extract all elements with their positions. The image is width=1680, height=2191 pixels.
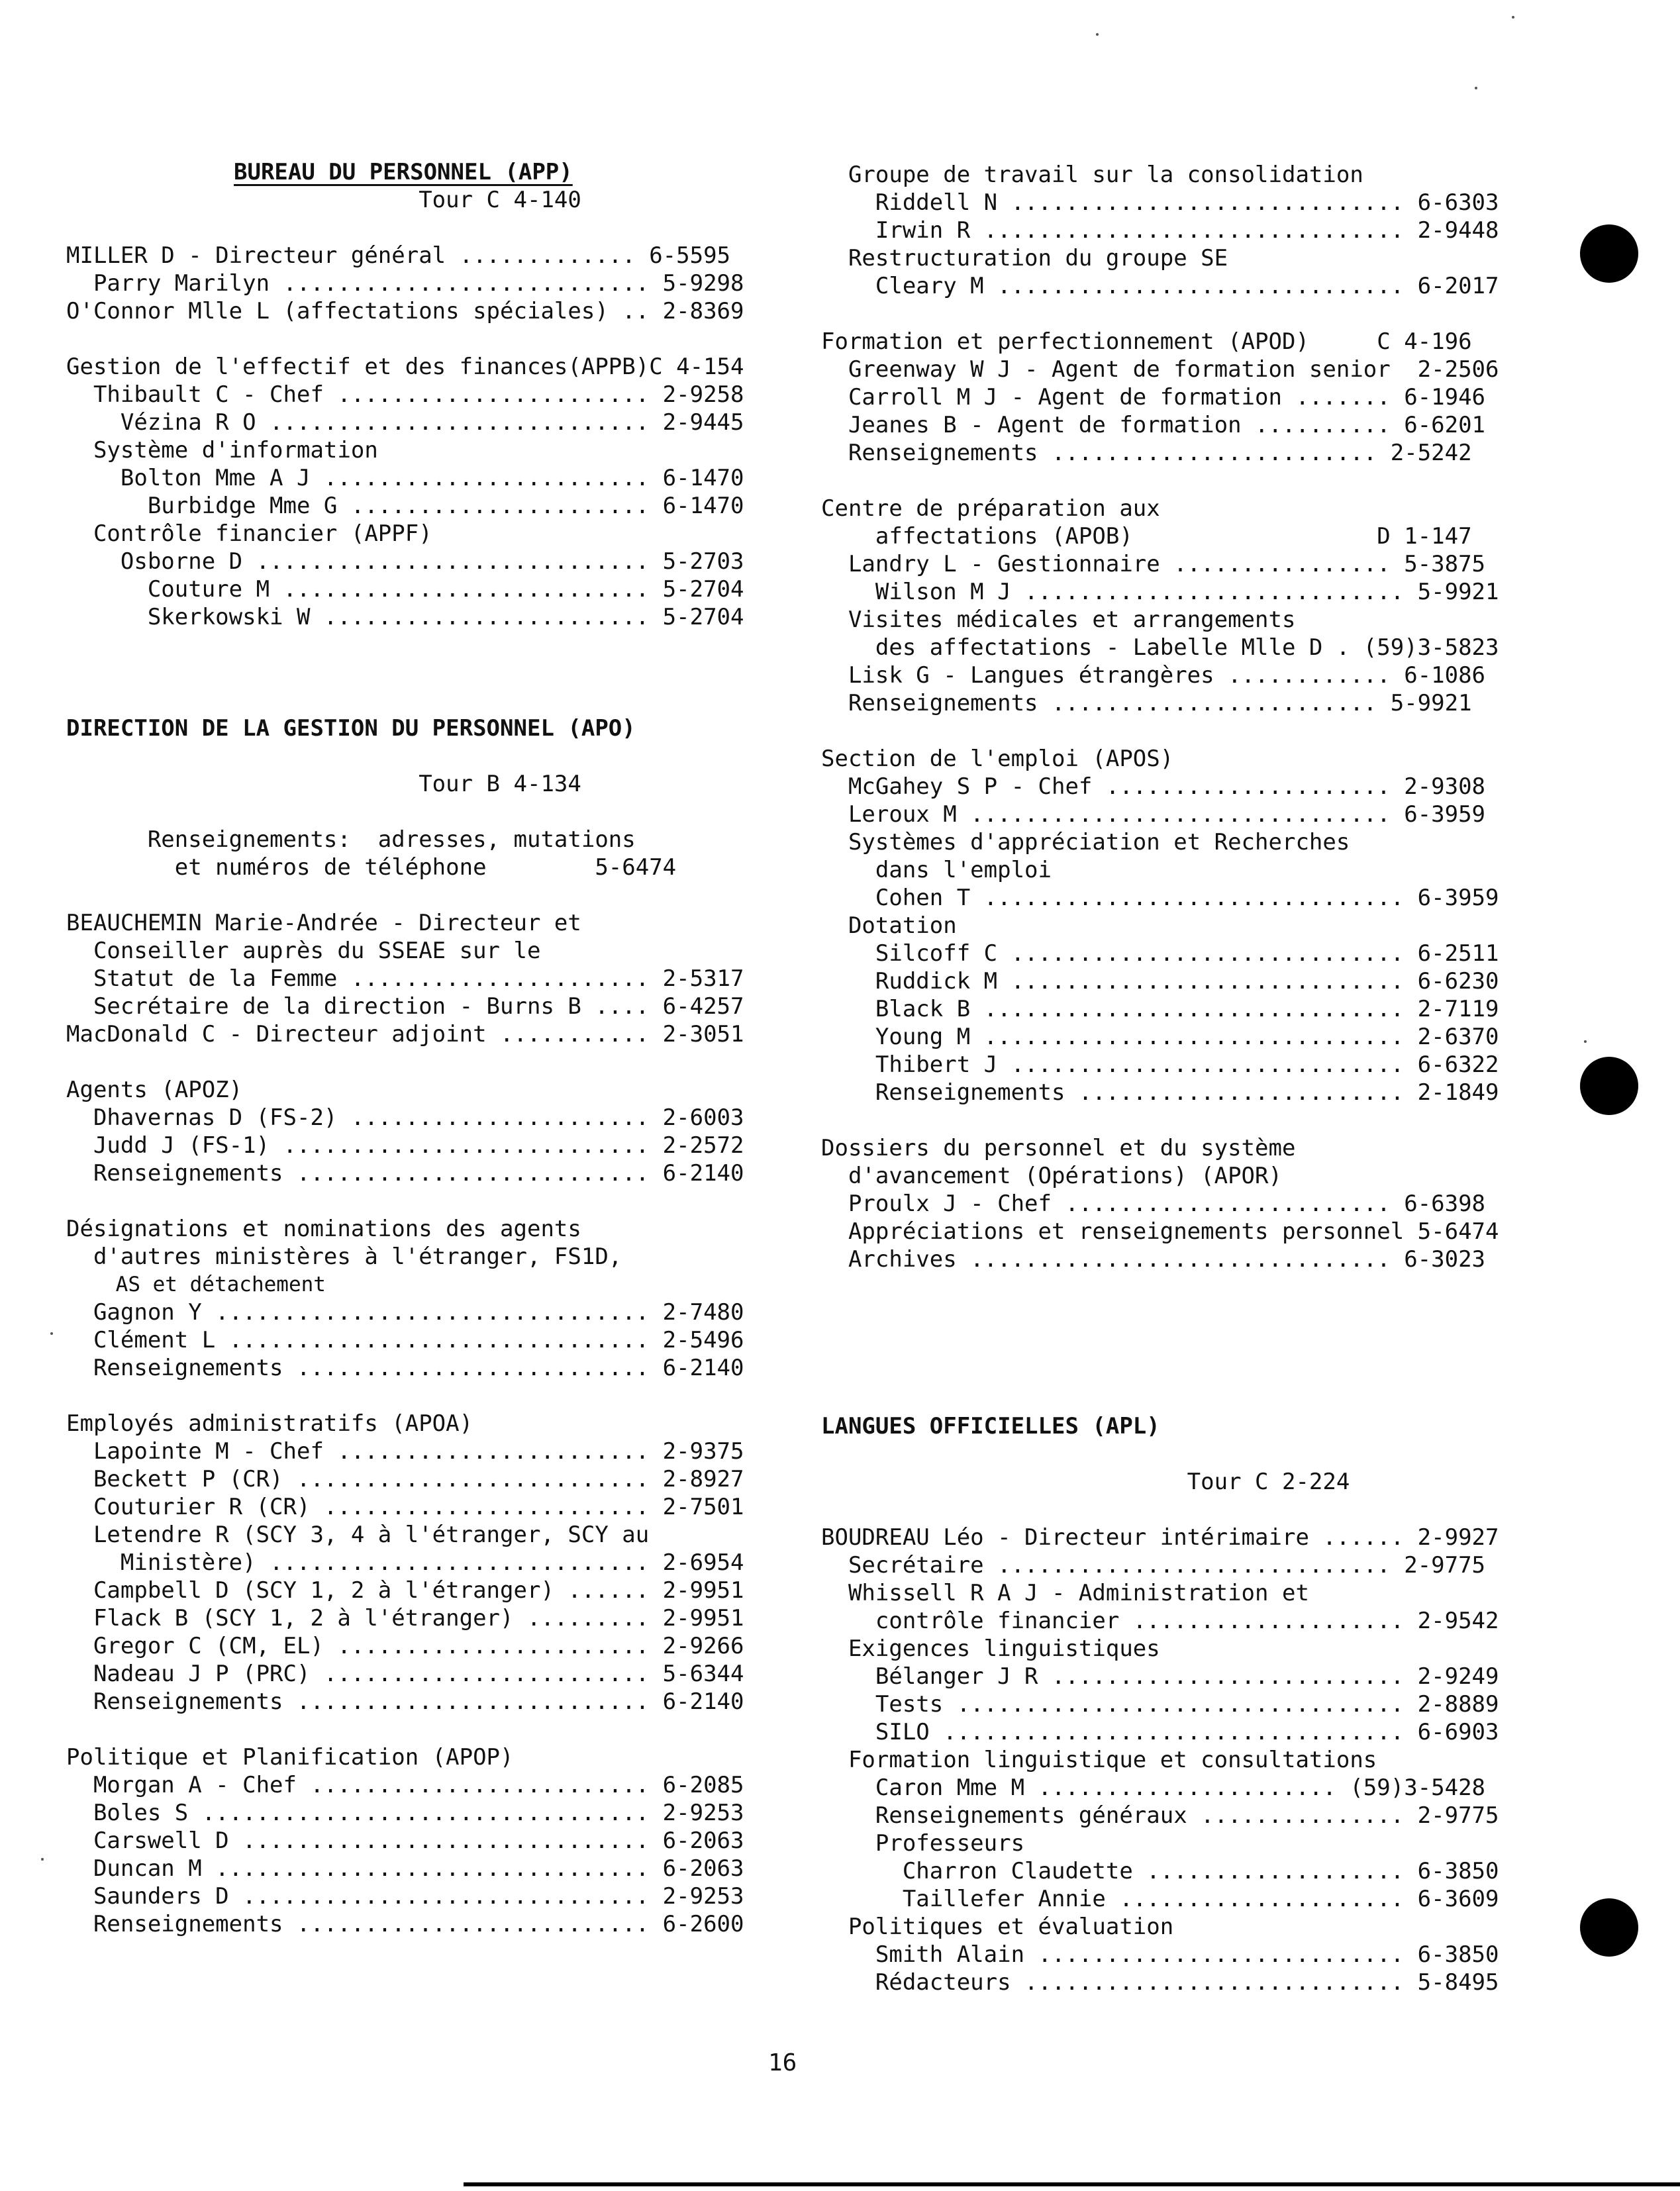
directory-line: Renseignements .......................... 6-2140 — [66, 1688, 744, 1715]
directory-line: Restructuration du groupe SE — [821, 245, 1228, 271]
directory-line: Proulx J - Chef ........................ 6-6398 — [821, 1191, 1486, 1217]
directory-line: Secrétaire ............................. 2-9775 — [821, 1552, 1486, 1579]
scan-bottom-edge — [464, 2182, 1680, 2186]
directory-line: Couturier R (CR) ........................ 2-7501 — [66, 1494, 744, 1520]
directory-line: Thibault C - Chef ....................... 2-9258 — [66, 381, 744, 408]
directory-line: Skerkowski W ........................ 5-2704 — [66, 604, 744, 630]
scan-speck — [1475, 87, 1477, 89]
directory-line: Renseignements .......................... 6-2600 — [66, 1911, 744, 1937]
directory-line: Irwin R ............................... 2-9448 — [821, 217, 1499, 244]
directory-line: affectations (APOB) D 1-147 — [821, 523, 1472, 550]
directory-line: Exigences linguistiques — [821, 1635, 1160, 1662]
scan-speck — [1096, 33, 1099, 36]
section-heading: LANGUES OFFICIELLES (APL) — [821, 1413, 1160, 1439]
directory-line: Secrétaire de la direction - Burns B .... 6-4257 — [66, 993, 744, 1020]
directory-line: Gestion de l'effectif et des finances(APPB)C 4-154 — [66, 354, 744, 380]
scan-speck — [1584, 1040, 1587, 1043]
directory-line: Letendre R (SCY 3, 4 à l'étranger, SCY au — [66, 1522, 650, 1548]
directory-line: Politique et Planification (APOP) — [66, 1744, 514, 1771]
directory-line: Lisk G - Langues étrangères ............ 6-1086 — [821, 662, 1486, 689]
directory-line: Cohen T ............................... 6-3959 — [821, 885, 1499, 911]
directory-line: Silcoff C ............................. 6-2511 — [821, 940, 1499, 967]
directory-line: Riddell N ............................. 6-6303 — [821, 189, 1499, 216]
directory-line: Renseignements .......................... 6-2140 — [66, 1355, 744, 1381]
directory-line: Charron Claudette ................... 6-3850 — [821, 1858, 1499, 1884]
directory-line: SILO .................................. 6-6903 — [821, 1719, 1499, 1745]
directory-line: Morgan A - Chef ......................... 6-2085 — [66, 1772, 744, 1798]
directory-line: Leroux M ............................... 6-3959 — [821, 801, 1486, 828]
directory-line: Greenway W J - Agent de formation senior 2-2506 — [821, 356, 1499, 383]
directory-line: Landry L - Gestionnaire ................ 5-3875 — [821, 551, 1486, 577]
directory-line: Visites médicales et arrangements — [821, 607, 1296, 633]
page-number: 16 — [768, 2049, 797, 2076]
scan-speck — [1512, 16, 1514, 19]
directory-line: d'avancement (Opérations) (APOR) — [821, 1163, 1282, 1189]
directory-line: BEAUCHEMIN Marie-Andrée - Directeur et — [66, 910, 581, 936]
directory-line: Jeanes B - Agent de formation .......... 6-6201 — [821, 412, 1486, 438]
section-heading: BUREAU DU PERSONNEL (APP) — [234, 159, 573, 185]
directory-line: Ministère) ............................ 2-6954 — [66, 1549, 744, 1576]
directory-line: d'autres ministères à l'étranger, FS1D, — [66, 1243, 622, 1270]
directory-line: Archives ............................... 6-3023 — [821, 1246, 1486, 1273]
punch-hole-top — [1580, 224, 1638, 283]
scan-speck — [41, 1858, 44, 1861]
directory-line: Rédacteurs ............................ 5-8495 — [821, 1969, 1499, 1996]
directory-line: MacDonald C - Directeur adjoint ........... 2-3051 — [66, 1021, 744, 1047]
directory-line: Ruddick M ............................. 6-6230 — [821, 968, 1499, 995]
directory-line: Carroll M J - Agent de formation ....... 6-1946 — [821, 384, 1486, 411]
directory-line: Appréciations et renseignements personnel 5-6474 — [821, 1218, 1499, 1245]
directory-line: Carswell D .............................. 6-2063 — [66, 1827, 744, 1854]
directory-line: Smith Alain ........................... 6-3850 — [821, 1941, 1499, 1968]
scan-speck — [50, 1332, 53, 1335]
directory-line: Dotation — [821, 912, 957, 939]
directory-line: O'Connor Mlle L (affectations spéciales) .. 2-8369 — [66, 298, 744, 324]
directory-line: Systèmes d'appréciation et Recherches — [821, 829, 1350, 855]
directory-line: Taillefer Annie ..................... 6-3609 — [821, 1886, 1499, 1912]
directory-line: Tour B 4-134 — [66, 771, 581, 797]
directory-line: Formation linguistique et consultations — [821, 1747, 1377, 1773]
directory-line: et numéros de téléphone 5-6474 — [66, 854, 677, 881]
directory-line: Black B ............................... 2-7119 — [821, 996, 1499, 1022]
directory-line: Renseignements .......................... 6-2140 — [66, 1160, 744, 1187]
directory-line: Tour C 4-140 — [66, 187, 581, 213]
directory-line: Nadeau J P (PRC) ........................ 5-6344 — [66, 1661, 744, 1687]
directory-line: Renseignements généraux ............... 2-9775 — [821, 1802, 1499, 1829]
punch-hole-middle — [1580, 1057, 1638, 1115]
directory-line: AS et détachement — [66, 1273, 326, 1296]
directory-line: Osborne D ............................. 5-2703 — [66, 548, 744, 575]
directory-line: Désignations et nominations des agents — [66, 1216, 581, 1242]
directory-line: Tests ................................. 2-8889 — [821, 1691, 1499, 1718]
directory-line: Caron Mme M ...................... (59)3-5428 — [821, 1775, 1486, 1801]
directory-line: Clément L ............................... 2-5496 — [66, 1327, 744, 1353]
directory-line: Bélanger J R .......................... 2-9249 — [821, 1663, 1499, 1690]
directory-line: Bolton Mme A J ........................ 6-1470 — [66, 465, 744, 491]
directory-line: Politiques et évaluation — [821, 1914, 1174, 1940]
directory-line: Flack B (SCY 1, 2 à l'étranger) ......... 2-9951 — [66, 1605, 744, 1631]
directory-line: Statut de la Femme ...................... 2-5317 — [66, 965, 744, 992]
directory-line: Tour C 2-224 — [821, 1469, 1350, 1495]
directory-line: Professeurs — [821, 1830, 1025, 1857]
directory-line: Vézina R O ............................ 2-9445 — [66, 409, 744, 436]
directory-line: Formation et perfectionnement (APOD) C 4-196 — [821, 328, 1472, 355]
directory-line: Dhavernas D (FS-2) ...................... 2-6003 — [66, 1104, 744, 1131]
section-heading: DIRECTION DE LA GESTION DU PERSONNEL (APO) — [66, 715, 636, 742]
directory-line: Judd J (FS-1) ........................... 2-2572 — [66, 1132, 744, 1159]
directory-line: Couture M ........................... 5-2704 — [66, 576, 744, 603]
directory-line: Agents (APOZ) — [66, 1077, 243, 1103]
directory-line: Gregor C (CM, EL) ....................... 2-9266 — [66, 1633, 744, 1659]
directory-line: Gagnon Y ................................ 2-7480 — [66, 1299, 744, 1326]
directory-line: contrôle financier .................... 2-9542 — [821, 1608, 1499, 1634]
directory-line: dans l'emploi — [821, 857, 1052, 883]
directory-line: Wilson M J ............................ 5-9921 — [821, 579, 1499, 605]
directory-line: Conseiller auprès du SSEAE sur le — [66, 938, 541, 964]
directory-line: MILLER D - Directeur général ............. 6-5595 — [66, 242, 731, 269]
directory-line: BOUDREAU Léo - Directeur intérimaire ...... 2-9927 — [821, 1524, 1499, 1551]
directory-line: Système d'information — [66, 437, 378, 463]
directory-line: Parry Marilyn ........................... 5-9298 — [66, 270, 744, 297]
directory-line: Section de l'emploi (APOS) — [821, 746, 1174, 772]
directory-line: McGahey S P - Chef ..................... 2-9308 — [821, 773, 1486, 800]
directory-line: Whissell R A J - Administration et — [821, 1580, 1309, 1606]
directory-line: Campbell D (SCY 1, 2 à l'étranger) ...... 2-9951 — [66, 1577, 744, 1604]
directory-line: Saunders D .............................. 2-9253 — [66, 1883, 744, 1910]
punch-hole-bottom — [1580, 1898, 1638, 1957]
directory-line: Centre de préparation aux — [821, 495, 1160, 522]
directory-line: Duncan M ................................ 6-2063 — [66, 1855, 744, 1882]
directory-line: Employés administratifs (APOA) — [66, 1410, 473, 1437]
directory-line: Contrôle financier (APPF) — [66, 520, 432, 547]
directory-line: Groupe de travail sur la consolidation — [821, 162, 1363, 188]
directory-line: Renseignements ........................ 2-1849 — [821, 1079, 1499, 1106]
directory-line: Dossiers du personnel et du système — [821, 1135, 1296, 1161]
directory-line: Cleary M .............................. 6-2017 — [821, 273, 1499, 299]
directory-line: Renseignements ........................ 5-9921 — [821, 690, 1472, 716]
directory-line: Renseignements: adresses, mutations — [66, 826, 636, 853]
directory-line: Beckett P (CR) .......................... 2-8927 — [66, 1466, 744, 1492]
directory-line: Burbidge Mme G ...................... 6-1470 — [66, 493, 744, 519]
directory-line: Lapointe M - Chef ....................... 2-9375 — [66, 1438, 744, 1465]
directory-line: des affectations - Labelle Mlle D . (59)3-5823 — [821, 634, 1499, 661]
directory-line: Young M ............................... 2-6370 — [821, 1024, 1499, 1050]
directory-line: Boles S ................................. 2-9253 — [66, 1800, 744, 1826]
directory-line: Thibert J ............................. 6-6322 — [821, 1051, 1499, 1078]
directory-line: Renseignements ........................ 2-5242 — [821, 440, 1472, 466]
